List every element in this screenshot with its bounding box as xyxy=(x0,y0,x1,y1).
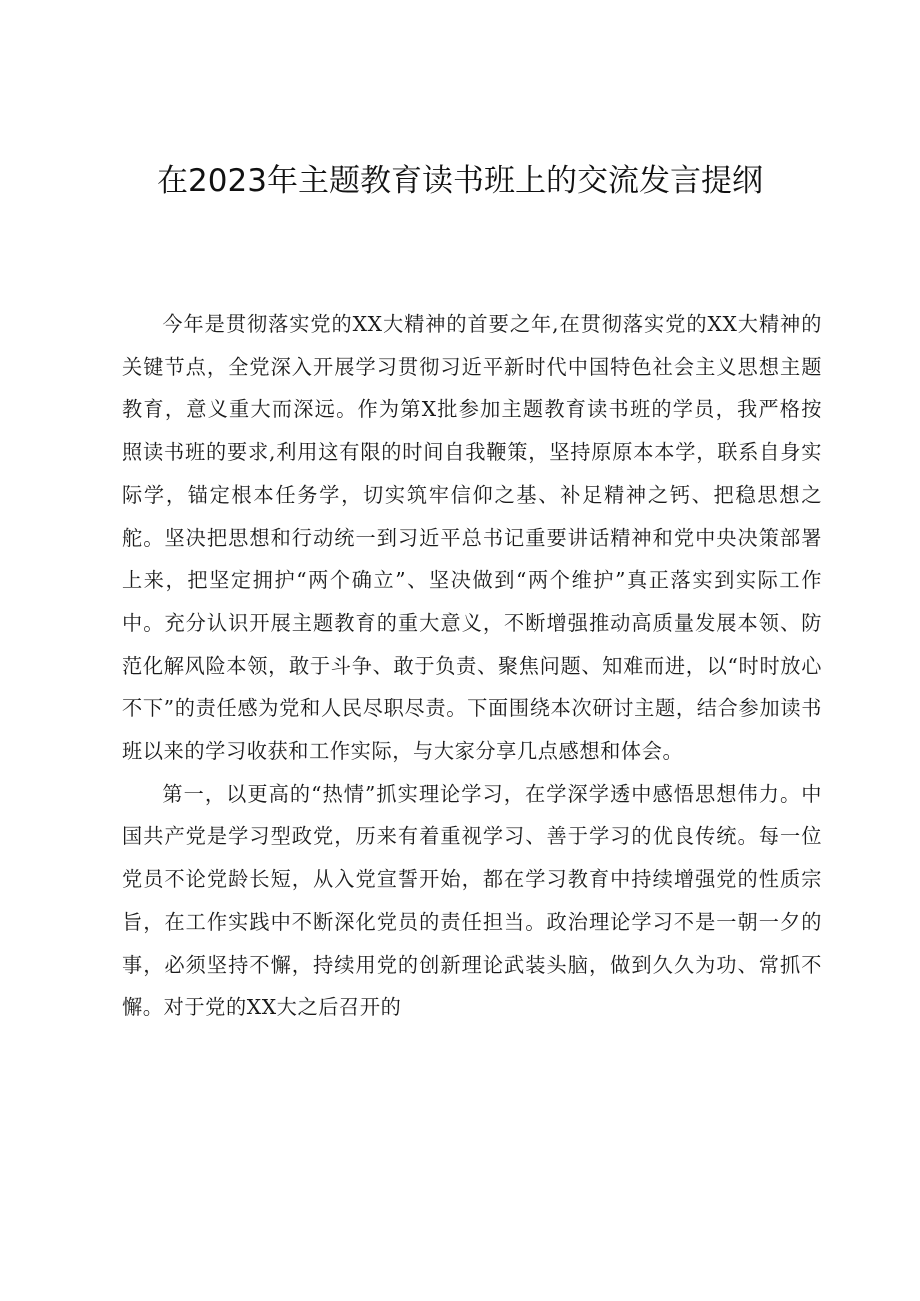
paragraph-first-point: 第一，以更高的“热情”抓实理论学习，在学深学透中感悟思想伟力。中国共产党是学习型政党，历来有着重视学习、善于学习的优良传统。每一位党员不论党龄长短，从入党宣誓开始，都在学习教育中持续增强党的性质宗旨，在工作实践中不断深化党员的责任担当。政治理论学习不是一朝一夕的事，必须坚持不懈，持续用党的创新理论武装头脑，做到久久为功、常抓不懈。对于党的XX大之后召开的 xyxy=(122,781,822,1020)
document-title: 在2023年主题教育读书班上的交流发言提纲 xyxy=(157,163,763,199)
document-body xyxy=(122,303,822,1029)
paragraph-intro: 今年是贯彻落实党的XX大精神的首要之年,在贯彻落实党的XX大精神的关键节点，全党深入开展学习贯彻习近平新时代中国特色社会主义思想主题教育，意义重大而深远。作为第X批参加主题教育读书班的学员，我严格按照读书班的要求,利用这有限的时间自我鞭策，坚持原原本本学，联系自身实际学，锚定根本任务学，切实筑牢信仰之基、补足精神之钙、把稳思想之舵。坚决把思想和行动统一到习近平总书记重要讲话精神和党中央决策部署上来，把坚定拥护“两个确立”、坚决做到“两个维护”真正落实到实际工作中。充分认识开展主题教育的重大意义，不断增强推动高质量发展本领、防范化解风险本领，敢于斗争、敢于负责、聚焦问题、知难而进，以“时时放心不下”的责任感为党和人民尽职尽责。下面围绕本次研讨主题，结合参加读书班以来的学习收获和工作实际，与大家分享几点感想和体会。 xyxy=(122,312,822,764)
